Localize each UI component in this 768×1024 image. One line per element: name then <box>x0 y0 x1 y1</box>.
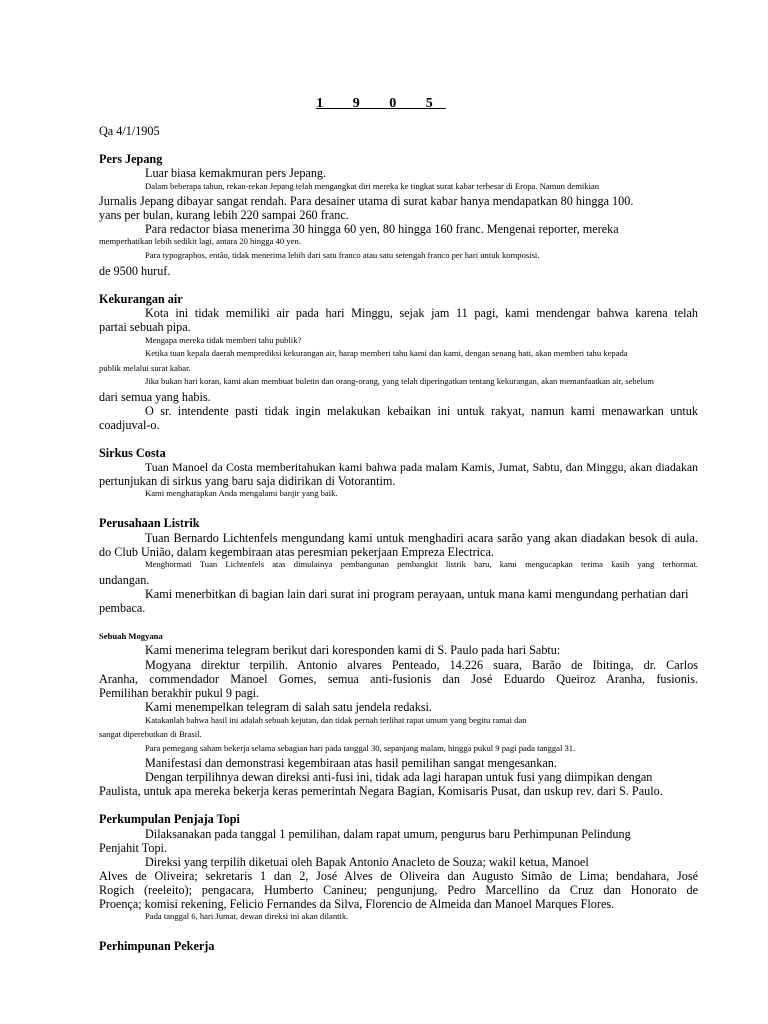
paragraph-line: Alves de Oliveira; sekretaris 1 dan 2, José Alves de Oliveira dan Augusto Simão de Lima; bendahara, José <box>99 869 698 883</box>
paragraph-line: Kami mengharapkan Anda mengalami banjir yang baik. <box>145 488 338 498</box>
paragraph-line: de 9500 huruf. <box>99 264 171 278</box>
paragraph-line: Direksi yang terpilih diketuai oleh Bapak Antonio Anacleto de Souza; wakil ketua, Manoel <box>145 855 589 869</box>
paragraph-line: Katakanlah bahwa hasil ini adalah sebuah kejutan, dan tidak pernah terlihat rapat umum yang begitu ramai dan <box>145 715 527 725</box>
paragraph-line: Para redactor biasa menerima 30 hingga 60 yen, 80 hingga 160 franc. Mengenai reporter, mereka <box>145 222 619 236</box>
paragraph-line: Dilaksanakan pada tanggal 1 pemilihan, dalam rapat umum, pengurus baru Perhimpunan Pelindung <box>145 827 631 841</box>
paragraph-line: pertunjukan di sirkus yang baru saja didirikan di Votorantim. <box>99 474 396 488</box>
paragraph-line: coadjuval-o. <box>99 418 160 432</box>
paragraph-line: memperhatikan lebih sedikit lagi, antara 20 hingga 40 yen. <box>99 236 301 246</box>
paragraph-line: O sr. intendente pasti tidak ingin melakukan kebaikan ini untuk rakyat, namun kami menawarkan untuk <box>145 404 698 418</box>
paragraph-line: Proença; komisi rekening, Felicio Fernandes da Silva, Florencio de Almeida dan Manoel Marques Flores. <box>99 897 615 911</box>
paragraph-line: Jurnalis Jepang dibayar sangat rendah. Para desainer utama di surat kabar hanya mendapatkan 80 hingga 100. <box>99 194 634 208</box>
paragraph-line: Tuan Bernardo Lichtenfels mengundang kami untuk menghadiri acara sarão yang akan diadakan besok di aula. <box>145 531 698 545</box>
section-heading: Kekurangan air <box>99 292 183 306</box>
page-title: 1 9 0 5 <box>316 96 446 111</box>
paragraph-line: do Club União, dalam kegembiraan atas peresmian pekerjaan Empreza Electrica. <box>99 545 494 559</box>
paragraph-line: Penjahit Topi. <box>99 841 167 855</box>
section-heading: Perkumpulan Penjaja Topi <box>99 812 240 826</box>
paragraph-line: Rogich (reeleito); pengacara, Humberto Canineu; pengunjung, Pedro Marcellino da Cruz dan Honorato de <box>99 883 698 897</box>
paragraph-line: Kota ini tidak memiliki air pada hari Minggu, sejak jam 11 pagi, kami mendengar bahwa karena telah <box>145 306 698 320</box>
section-heading: Perusahaan Listrik <box>99 516 200 530</box>
date-line: Qa 4/1/1905 <box>99 124 160 138</box>
paragraph-line: Pemilihan berakhir pukul 9 pagi. <box>99 686 260 700</box>
paragraph-line: Mogyana direktur terpilih. Antonio alvares Penteado, 14.226 suara, Barão de Ibitinga, dr. Carlos <box>145 658 698 672</box>
paragraph-line: Kami menerima telegram berikut dari koresponden kami di S. Paulo pada hari Sabtu: <box>145 643 561 657</box>
paragraph-line: Manifestasi dan demonstrasi kegembiraan atas hasil pemilihan sangat mengesankan. <box>145 756 557 770</box>
paragraph-line: pembaca. <box>99 601 146 615</box>
paragraph-line: Aranha, commendador Manoel Gomes, semua anti-fusionis dan José Eduardo Queiroz Aranha, fusionis. <box>99 672 698 686</box>
section-heading: Pers Jepang <box>99 152 163 166</box>
paragraph-line: Kami menerbitkan di bagian lain dari surat ini program perayaan, untuk mana kami mengundang perhatian dari <box>145 587 689 601</box>
paragraph-line: Kami menempelkan telegram di salah satu jendela redaksi. <box>145 700 432 714</box>
paragraph-line: Tuan Manoel da Costa memberitahukan kami bahwa pada malam Kamis, Jumat, Sabtu, dan Minggu, akan diadakan <box>145 460 698 474</box>
paragraph-line: partai sebuah pipa. <box>99 320 191 334</box>
paragraph-line: Luar biasa kemakmuran pers Jepang. <box>145 166 327 180</box>
paragraph-line: Dengan terpilihnya dewan direksi anti-fusi ini, tidak ada lagi harapan untuk fusi yang diimpikan dengan <box>145 770 653 784</box>
section-heading: Perhimpunan Pekerja <box>99 939 215 953</box>
paragraph-line: dari semua yang habis. <box>99 390 211 404</box>
paragraph-line: Para typographos, então, tidak menerima lebih dari satu franco atau satu setengah franco per hari untuk komposisi. <box>145 250 540 260</box>
section-heading: Sebuah Mogyana <box>99 631 163 641</box>
paragraph-line: sangat diperebutkan di Brasil. <box>99 729 202 739</box>
paragraph-line: Mengapa mereka tidak memberi tahu publik? <box>145 335 302 345</box>
section-heading: Sirkus Costa <box>99 446 166 460</box>
paragraph-line: Paulista, untuk apa mereka bekerja keras pemerintah Negara Bagian, Komisaris Pusat, dan uskup rev. dari S. Paulo. <box>99 784 663 798</box>
paragraph-line: Pada tanggal 6, hari Jumat, dewan direksi ini akan dilantik. <box>145 911 349 921</box>
paragraph-line: Menghormati Tuan Lichtenfels atas dimulainya pembangunan pembangkit listrik baru, kami mengucapkan terima kasih yang terhormat. <box>145 559 698 569</box>
paragraph-line: Dalam beberapa tahun, rekan-rekan Jepang telah mengangkat diri mereka ke tingkat surat kabar terbesar di Eropa. Namun demikian <box>145 181 600 191</box>
paragraph-line: Jika bukan hari koran, kami akan membuat buletin dan orang-orang, yang telah diperingatkan tentang kekurangan, akan memanfaatkan air, sebelum <box>145 376 654 386</box>
paragraph-line: Ketika tuan kepala daerah memprediksi kekurangan air, harap memberi tahu kami dan kami, dengan senang hati, akan memberi tahu kepada <box>145 348 628 358</box>
paragraph-line: yans per bulan, kurang lebih 220 sampai 260 franc. <box>99 208 349 222</box>
paragraph-line: Para pemegang saham bekerja selama sebagian hari pada tanggal 30, sepanjang malam, hingga pukul 9 pagi pada tanggal 31. <box>145 743 576 753</box>
paragraph-line: publik melalui surat kabar. <box>99 363 191 373</box>
paragraph-line: undangan. <box>99 573 150 587</box>
